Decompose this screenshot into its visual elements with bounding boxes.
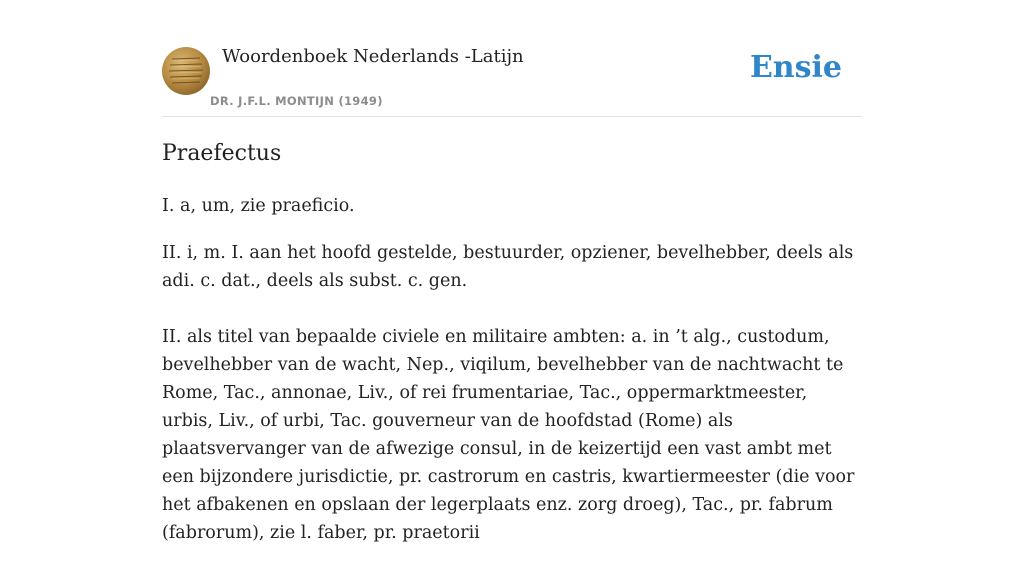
book-title[interactable]: Woordenboek Nederlands -Latijn: [222, 46, 524, 67]
entry-paragraph-2: II. i, m. I. aan het hoofd gestelde, bestuurder, opziener, bevelhebber, deels als adi. c. dat., deels als subst. c. gen.: [162, 243, 854, 291]
book-author: DR. J.F.L. MONTIJN (1949): [210, 94, 383, 108]
coin-logo-icon[interactable]: [162, 47, 210, 95]
entry-title: Praefectus: [162, 141, 282, 166]
entry-paragraph-3: II. als titel van bepaalde civiele en militaire ambten: a. in ’t alg., custodum, bevelhebber van de wacht, Nep., viqilum, bevelhebber van de nachtwacht te Rome, Tac., annonae, Liv., of rei frumentariae, Tac., oppermarktmeester, urbis, Liv., of urbi, Tac. gouverneur van de hoofdstad (Rome) als plaatsvervanger van de afwezige consul, in de keizertijd een vast ambt met een bijzondere jurisdictie, pr. castrorum en castris, kwartiermeester (die voor het afbakenen en opslaan der legerplaats enz. zorg droeg), Tac., pr. fabrum (fabrorum), zie l. faber, pr. praetorii: [162, 327, 855, 543]
site-header: [162, 0, 862, 117]
entry-paragraph-1: I. a, um, zie praeficio.: [162, 196, 355, 216]
entry-content: [162, 138, 862, 566]
brand-logo[interactable]: Ensie: [749, 50, 842, 85]
